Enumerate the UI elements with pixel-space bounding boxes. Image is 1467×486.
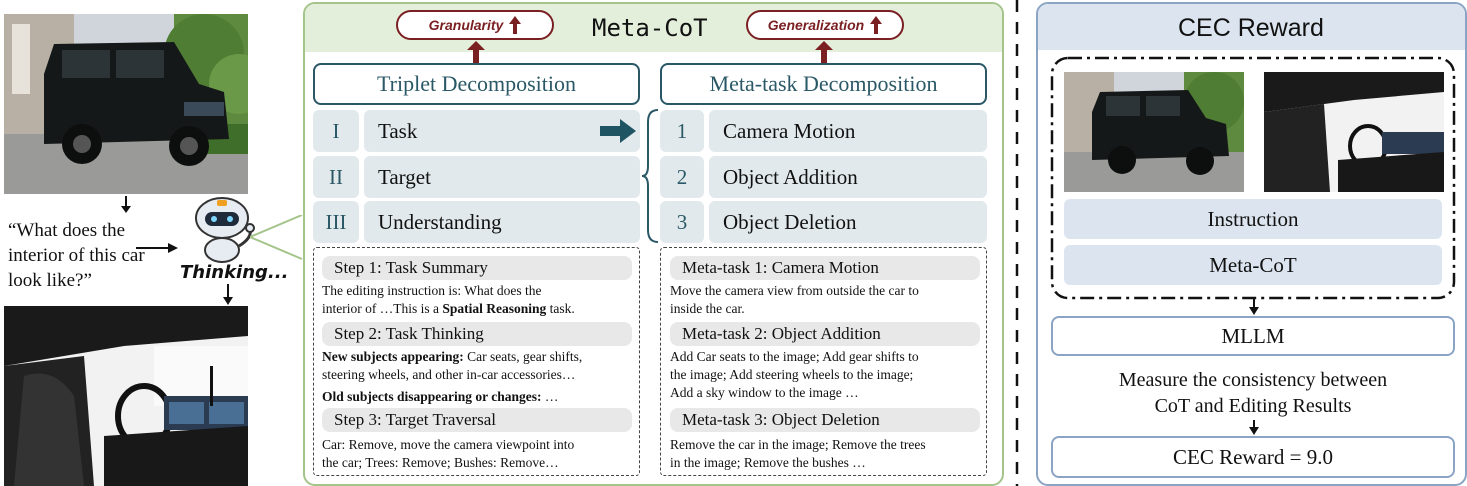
thinking-label: Thinking...	[180, 262, 289, 283]
meta-task-body	[670, 348, 985, 402]
step-line: the car; Trees: Remove; Bushes: Remove…	[322, 455, 559, 470]
interior-car-photo	[4, 306, 248, 486]
step-text: …	[541, 389, 559, 404]
cec-instruction: Instruction	[1064, 199, 1442, 239]
step-text: interior of …This is a	[322, 301, 443, 316]
meta-task-line: Add a sky window to the image …	[670, 385, 859, 400]
step-body	[322, 348, 637, 406]
meta-task-title: Meta-task 2: Object Addition	[670, 322, 980, 346]
meta-task-label: Object Deletion	[709, 201, 987, 243]
meta-task-num: 1	[660, 110, 704, 152]
granularity-pill	[396, 10, 554, 40]
step-bold: New subjects appearing:	[322, 349, 464, 364]
panel-separator	[1014, 0, 1020, 486]
brace-icon	[640, 108, 660, 244]
down-arrow-icon	[120, 196, 132, 214]
meta-task-num: 3	[660, 201, 704, 243]
up-arrow-icon	[467, 41, 485, 63]
meta-task-line: Add Car seats to the image; Add gear shifts to	[670, 349, 919, 364]
down-arrow-icon	[222, 284, 234, 306]
meta-task-body	[670, 282, 985, 318]
triplet-num: I	[313, 110, 359, 152]
meta-task-num: 2	[660, 156, 704, 198]
cec-meta-cot: Meta-CoT	[1064, 245, 1442, 285]
step-title: Step 1: Task Summary	[322, 256, 632, 280]
meta-task-line: inside the car.	[670, 301, 745, 316]
step-title: Step 3: Target Traversal	[322, 408, 632, 432]
triplet-decomposition-header: Triplet Decomposition	[313, 63, 640, 105]
step-bold: Spatial Reasoning	[442, 301, 547, 316]
meta-task-title: Meta-task 1: Camera Motion	[670, 256, 980, 280]
measure-line: CoT and Editing Results	[1154, 395, 1352, 417]
step-line: steering wheels, and other in-car accessories…	[322, 367, 576, 382]
down-arrow-icon	[1248, 298, 1260, 316]
exterior-car-thumbnail	[1064, 72, 1244, 192]
robot-icon	[192, 196, 258, 266]
right-arrow-icon	[136, 242, 180, 254]
meta-task-label: Camera Motion	[709, 110, 987, 152]
step-line	[322, 348, 637, 366]
triplet-label: Task	[364, 110, 640, 152]
meta-task-line: in the image; Remove the bushes …	[670, 455, 866, 470]
exterior-car-photo	[4, 14, 248, 194]
triplet-label: Target	[364, 156, 640, 198]
step-text: Car seats, gear shifts,	[463, 349, 583, 364]
meta-task-label: Object Addition	[709, 156, 987, 198]
up-arrow-icon	[815, 41, 833, 63]
mllm-box: MLLM	[1051, 316, 1455, 356]
step-title: Step 2: Task Thinking	[322, 322, 632, 346]
measure-text	[1060, 367, 1446, 419]
step-line	[322, 388, 637, 406]
meta-task-decomposition-header: Meta-task Decomposition	[660, 63, 987, 105]
panel-connector	[250, 215, 310, 265]
meta-task-line: the image; Add steering wheels to the image;	[670, 367, 914, 382]
measure-line: Measure the consistency between	[1118, 369, 1388, 391]
step-line	[322, 300, 637, 318]
generalization-label: Generalization	[767, 17, 865, 33]
meta-task-body	[670, 436, 985, 472]
step-body	[322, 282, 637, 318]
meta-task-line: Move the camera view from outside the car to	[670, 283, 919, 298]
generalization-pill	[746, 10, 904, 40]
cec-reward-box: CEC Reward = 9.0	[1051, 436, 1455, 478]
meta-task-line: Remove the car in the image; Remove the trees	[670, 437, 926, 452]
question-text: “What does the interior of this car look like?”	[8, 220, 145, 291]
step-body	[322, 436, 637, 472]
granularity-label: Granularity	[428, 17, 504, 33]
interior-car-thumbnail	[1264, 72, 1444, 192]
up-arrow-icon	[509, 16, 521, 34]
step-line: The editing instruction is: What does the	[322, 283, 542, 298]
step-line: Car: Remove, move the camera viewpoint into	[322, 437, 575, 452]
triplet-num: II	[313, 156, 359, 198]
up-arrow-icon	[870, 16, 882, 34]
right-arrow-icon	[600, 119, 636, 143]
step-text: task.	[546, 301, 575, 316]
triplet-num: III	[313, 201, 359, 243]
triplet-label: Understanding	[364, 201, 640, 243]
meta-task-title: Meta-task 3: Object Deletion	[670, 408, 980, 432]
step-bold: Old subjects disappearing or changes:	[322, 389, 542, 404]
down-arrow-icon	[1248, 420, 1260, 436]
cec-reward-title: CEC Reward	[1178, 14, 1324, 42]
meta-cot-title: Meta-CoT	[592, 14, 708, 42]
